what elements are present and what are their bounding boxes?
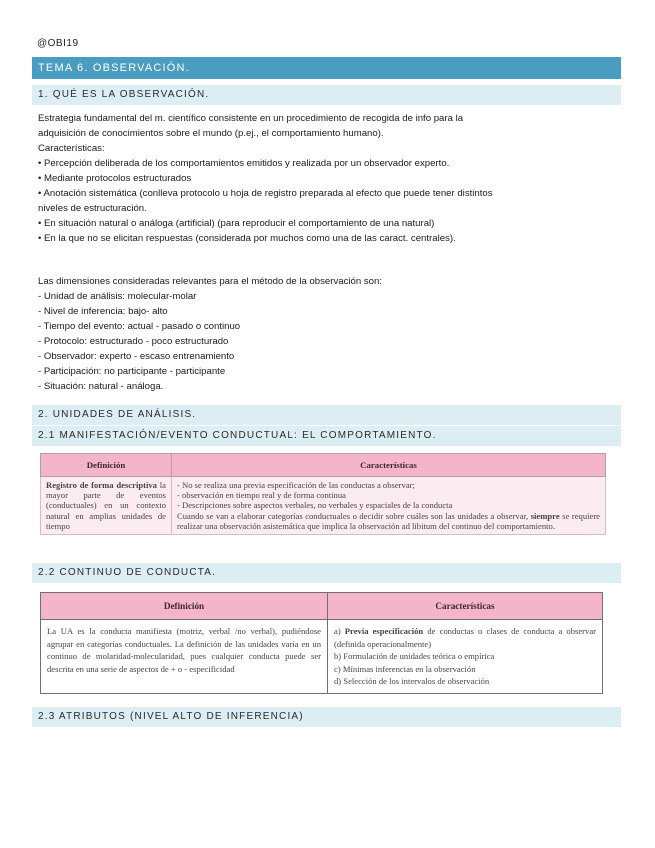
item-bold: Previa especificación [344,626,424,636]
column-header-caracteristicas: Características [328,593,603,620]
characteristic-item-a [334,625,596,650]
characteristics-cell [172,477,606,535]
column-header-definicion: Definición [41,593,328,620]
characteristic-item: b) Formulación de unidades teórica o empírica [334,651,495,662]
definition-line: adquisición de conocimientos sobre el mundo (p.ej., el comportamiento humano). [38,128,384,139]
topic-title: TEMA 6. OBSERVACIÓN. [32,57,621,79]
section-heading-observacion: 1. QUÉ ES LA OBSERVACIÓN. [32,85,621,105]
dimensions-intro: Las dimensiones consideradas relevantes para el método de la observación son: [38,276,382,287]
characteristic-paragraph [177,511,600,531]
dimension-item: - Nivel de inferencia: bajo- alto [38,306,168,317]
characteristic-item: c) Mínimas inferencias en la observación [334,663,476,674]
paragraph-text: Cuando se van a elaborar categorías conductuales o decidir sobre cuáles son las unidades a observar, [177,510,531,521]
characteristic-item: • En la que no se elicitan respuestas (considerada por muchos como una de las caract. centrales). [38,233,456,244]
characteristics-cell [328,620,603,694]
section-heading-unidades: 2. UNIDADES DE ANÁLISIS. [32,405,621,425]
dimension-item: - Tiempo del evento: actual - pasado o continuo [38,321,241,332]
dimension-item: - Protocolo: estructurado - poco estructurado [38,336,229,347]
characteristic-item: • Anotación sistemática (conlleva protocolo u hoja de registro preparada al efecto que puede tener distintos [38,188,493,199]
characteristic-item: d) Selección de los intervalos de observación [334,676,490,687]
paragraph-bold: siempre [530,510,560,521]
subsection-heading-continuo: 2.2 CONTINUO DE CONDUCTA. [32,563,621,583]
dimension-item: - Participación: no participante - participante [38,366,226,377]
definition-line: Estrategia fundamental del m. científico consistente en un procedimiento de recogida de info para la [38,113,464,124]
column-header-definicion: Definición [41,454,172,477]
definition-cell: La UA es la conducta manifiesta (motriz, verbal /no verbal), pudiéndose agrupar en categorías conductuales. La definición de las unidades varía en un continuo de molaridad-molecularidad, pues cualquier conducta puede ser descrita en una serie de aspectos de + o - especificidad [41,620,328,694]
dimension-item: - Situación: natural - análoga. [38,381,164,392]
subsection-heading-evento: 2.1 MANIFESTACIÓN/EVENTO CONDUCTUAL: EL COMPORTAMIENTO. [32,426,621,446]
characteristic-line: - Descripciones sobre aspectos verbales, no verbales y espaciales de la conducta [177,500,453,511]
dimension-item: - Unidad de análisis: molecular-molar [38,291,197,302]
characteristic-item: • En situación natural o análoga (artificial) (para reproducir el comportamiento de una natural) [38,218,435,229]
item-prefix: a) [334,626,345,636]
definition-block [38,111,618,246]
definition-text: la mayor parte de eventos (conductuales) en un contexto natural en amplias unidades de tiempo [46,480,166,531]
item-text: de conductas o clases de conducta a observar (definida operacionalmente) [334,626,596,649]
paragraph-text: se requiere realizar una observación asistemática que implica la observación ad libitum del continuo del comportamiento. [177,510,600,531]
characteristic-item: niveles de estructuración. [38,203,147,214]
characteristic-item: • Mediante protocolos estructurados [38,173,192,184]
author-watermark: @OBI19 [37,38,79,49]
characteristic-line: - observación en tiempo real y de forma continua [177,490,346,501]
characteristics-label: Características: [38,143,105,154]
subsection-heading-atributos: 2.3 ATRIBUTOS (NIVEL ALTO DE INFERENCIA) [32,707,621,727]
continuo-table [40,592,603,694]
column-header-caracteristicas: Características [172,454,606,477]
evento-table [40,453,606,535]
dimensions-block [38,274,618,394]
characteristic-item: • Percepción deliberada de los comportamientos emitidos y realizada por un observador experto. [38,158,450,169]
dimension-item: - Observador: experto - escaso entrenamiento [38,351,235,362]
definition-bold: Registro de forma descriptiva [46,480,157,490]
definition-cell [41,477,172,535]
characteristic-line: - No se realiza una previa especificación de las conductas a observar; [177,480,415,490]
